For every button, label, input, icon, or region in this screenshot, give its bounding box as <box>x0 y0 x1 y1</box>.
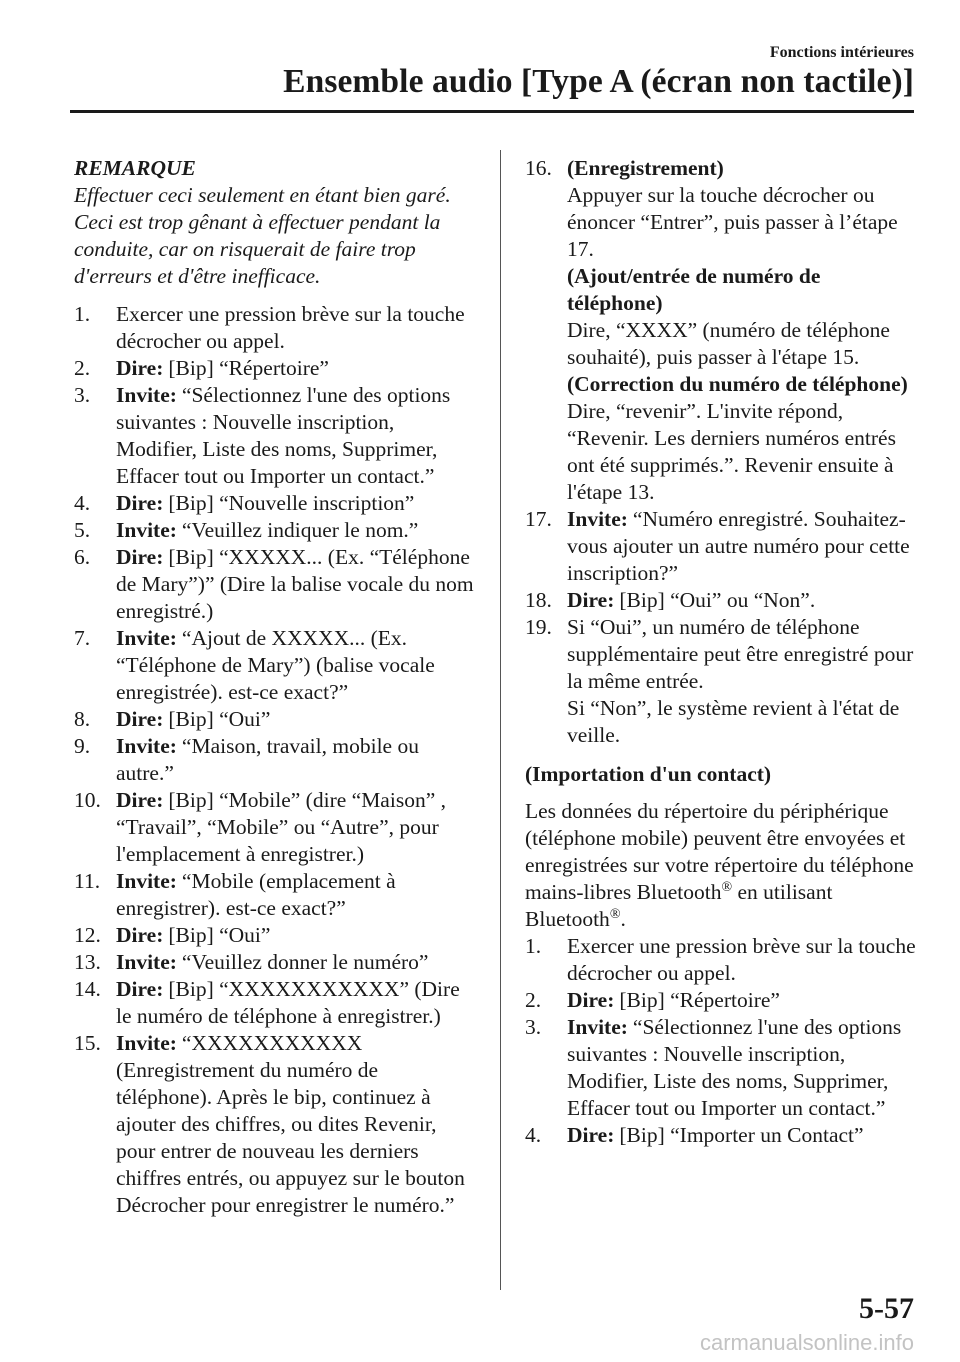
step-text: [Bip] “Répertoire” <box>619 988 780 1012</box>
step-18 <box>525 587 920 614</box>
step-19 <box>525 614 920 749</box>
step-text: [Bip] “Nouvelle inscription” <box>168 491 415 515</box>
step-keyword: Dire: <box>116 491 164 515</box>
step-text: [Bip] “Oui” <box>168 707 271 731</box>
step16-heading-save: (Enregistrement) <box>567 156 724 180</box>
step-number: 4. <box>525 1123 542 1147</box>
import-paragraph-text-2: en utilisant Bluetooth <box>525 880 833 931</box>
step-keyword: Dire: <box>567 588 615 612</box>
import-paragraph-end: . <box>620 907 626 931</box>
step16-heading-add: (Ajout/entrée de numéro de téléphone) <box>567 264 821 315</box>
step16-text-save: Appuyer sur la touche décrocher ou énoncer “Entrer”, puis passer à l’étape 17. <box>567 183 898 261</box>
import-paragraph <box>525 798 920 933</box>
step-item <box>525 933 920 987</box>
step-text: [Bip] “Oui” ou “Non”. <box>619 588 816 612</box>
step-keyword: Invite: <box>116 518 177 542</box>
step-number: 3. <box>74 383 91 407</box>
step-number: 17. <box>525 507 552 531</box>
step16-text-correct: Dire, “revenir”. L'invite répond, “Revenir. Les derniers numéros entrés ont été supprimés.”. Revenir ensuite à l'étape 13. <box>567 399 896 504</box>
step-text: Exercer une pression brève sur la touche décrocher ou appel. <box>567 934 916 985</box>
step-number: 11. <box>74 869 101 893</box>
step-item <box>525 987 920 1014</box>
step-keyword: Invite: <box>116 383 177 407</box>
step-item <box>74 301 476 355</box>
chapter-title: Ensemble audio [Type A (écran non tactile)] <box>283 63 914 100</box>
step-item <box>74 1030 476 1219</box>
note-text: Effectuer ceci seulement en étant bien garé. Ceci est trop gênant à effectuer pendant la conduite, car on risquerait de faire trop d'erreurs et d'être inefficace. <box>74 183 451 288</box>
right-column <box>525 155 920 1149</box>
step-text: [Bip] “Répertoire” <box>168 356 329 380</box>
step-number: 5. <box>74 518 91 542</box>
left-column <box>74 155 476 1219</box>
step-number: 8. <box>74 707 91 731</box>
step-text: “Sélectionnez l'une des options suivantes : Nouvelle inscription, Modifier, Liste des noms, Supprimer, Effacer tout ou Importer un contact.” <box>116 383 451 488</box>
step-17 <box>525 506 920 587</box>
step-item <box>74 625 476 706</box>
step-item <box>74 517 476 544</box>
section-heading: (Importation d'un contact) <box>525 762 772 786</box>
step-keyword: Dire: <box>116 923 164 947</box>
step-keyword: Invite: <box>567 1015 628 1039</box>
step-keyword: Dire: <box>116 356 164 380</box>
step-text: [Bip] “XXXXXXXXXXX” (Dire le numéro de téléphone à enregistrer.) <box>116 977 460 1028</box>
step-number: 10. <box>74 788 101 812</box>
step-number: 4. <box>74 491 91 515</box>
step-text: “Numéro enregistré. Souhaitez-vous ajouter un autre numéro pour cette inscription?” <box>567 507 910 585</box>
step-text: [Bip] “Oui” <box>168 923 271 947</box>
registered-mark: ® <box>721 879 733 895</box>
step-item <box>74 355 476 382</box>
step-item <box>74 706 476 733</box>
section-label: Fonctions intérieures <box>769 44 914 61</box>
step-keyword: Dire: <box>116 788 164 812</box>
step-keyword: Dire: <box>116 707 164 731</box>
step-keyword: Dire: <box>567 988 615 1012</box>
step-number: 3. <box>525 1015 542 1039</box>
step-item <box>74 787 476 868</box>
right-steps-list <box>525 933 920 1149</box>
step-text: “XXXXXXXXXXX (Enregistrement du numéro de téléphone). Après le bip, continuez à ajouter des chiffres, ou dites Revenir, pour entrer de nouveau les derniers chiffres entrés, ou appuyez sur le bouton Décrocher pour enregistrer le numéro.” <box>116 1031 465 1217</box>
step-text: “Maison, travail, mobile ou autre.” <box>116 734 419 785</box>
step-item <box>74 382 476 490</box>
step-item <box>74 733 476 787</box>
step-number: 14. <box>74 977 101 1001</box>
step-text: “Sélectionnez l'une des options suivantes : Nouvelle inscription, Modifier, Liste des noms, Supprimer, Effacer tout ou Importer un contact.” <box>567 1015 902 1120</box>
step-number: 2. <box>525 988 542 1012</box>
step19-text-no: Si “Non”, le système revient à l'état de veille. <box>567 696 900 747</box>
step-text: [Bip] “Importer un Contact” <box>619 1123 864 1147</box>
step-number: 12. <box>74 923 101 947</box>
step16-heading-correct: (Correction du numéro de téléphone) <box>567 372 908 396</box>
step-text: “Mobile (emplacement à enregistrer). est-ce exact?” <box>116 869 396 920</box>
step-number: 15. <box>74 1031 101 1055</box>
step-number: 9. <box>74 734 91 758</box>
step-text: “Veuillez donner le numéro” <box>181 950 429 974</box>
step-item <box>74 976 476 1030</box>
step-keyword: Invite: <box>116 869 177 893</box>
step-number: 6. <box>74 545 91 569</box>
step-keyword: Invite: <box>116 626 177 650</box>
step-number: 1. <box>74 302 91 326</box>
header-rule <box>70 110 914 113</box>
step-text: [Bip] “XXXXX... (Ex. “Téléphone de Mary”)” (Dire la balise vocale du nom enregistré.) <box>116 545 474 623</box>
step-item <box>525 1014 920 1122</box>
step-keyword: Invite: <box>567 507 628 531</box>
step-item <box>74 922 476 949</box>
left-steps-list <box>74 301 476 1219</box>
step19-text-yes: Si “Oui”, un numéro de téléphone supplémentaire peut être enregistré pour la même entrée. <box>567 615 914 693</box>
column-divider <box>500 150 501 1290</box>
note-title: REMARQUE <box>74 156 196 180</box>
step-text: “Ajout de XXXXX... (Ex. “Téléphone de Mary”) (balise vocale enregistrée). est-ce exact?” <box>116 626 435 704</box>
step-number: 7. <box>74 626 91 650</box>
step-keyword: Dire: <box>116 977 164 1001</box>
page-number: 5-57 <box>859 1292 914 1325</box>
step-number: 1. <box>525 934 542 958</box>
step-item <box>74 949 476 976</box>
registered-mark: ® <box>609 906 621 922</box>
import-paragraph-text: Les données du répertoire du périphérique (téléphone mobile) peuvent être envoyées et enregistrées sur votre répertoire du téléphone mains-libres Bluetooth <box>525 799 914 904</box>
step-text: “Veuillez indiquer le nom.” <box>181 518 419 542</box>
step-keyword: Invite: <box>116 1031 177 1055</box>
step16-text-add: Dire, “XXXX” (numéro de téléphone souhaité), puis passer à l'étape 15. <box>567 318 890 369</box>
step-keyword: Dire: <box>567 1123 615 1147</box>
step-16 <box>525 155 920 506</box>
step-keyword: Dire: <box>116 545 164 569</box>
step-item <box>525 1122 920 1149</box>
step-keyword: Invite: <box>116 734 177 758</box>
step-number: 13. <box>74 950 101 974</box>
step-text: Exercer une pression brève sur la touche décrocher ou appel. <box>116 302 465 353</box>
step-keyword: Invite: <box>116 950 177 974</box>
step-number: 2. <box>74 356 91 380</box>
step-item <box>74 490 476 517</box>
step-text: [Bip] “Mobile” (dire “Maison” , “Travail”, “Mobile” ou “Autre”, pour l'emplacement à enregistrer.) <box>116 788 446 866</box>
step-number: 18. <box>525 588 552 612</box>
step-item <box>74 544 476 625</box>
step-number: 16. <box>525 156 552 180</box>
watermark: carmanualsonline.info <box>699 1330 914 1355</box>
step-item <box>74 868 476 922</box>
step-number: 19. <box>525 615 552 639</box>
